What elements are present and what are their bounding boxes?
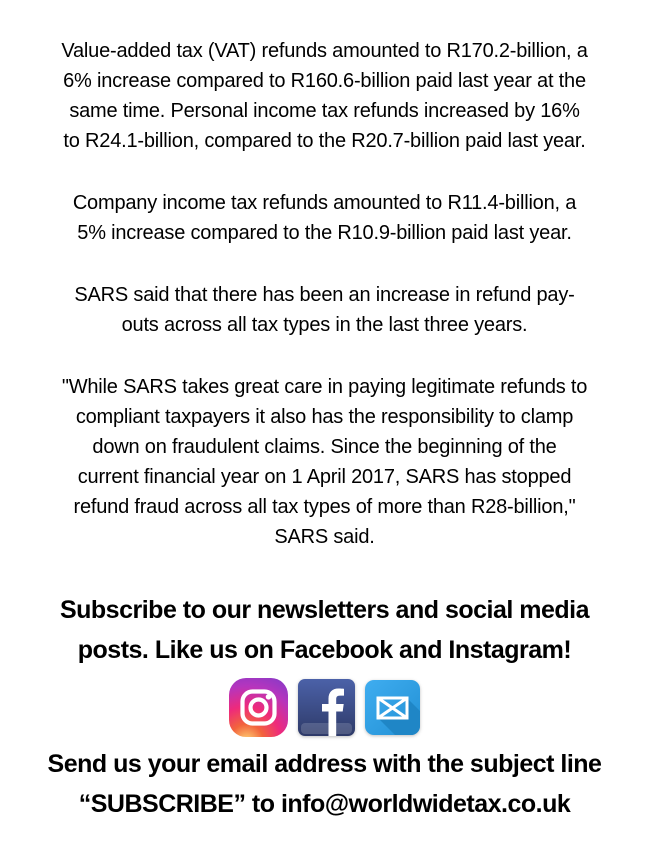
text-line: 5% increase compared to the R10.9-billion paid last year. — [77, 222, 572, 244]
paragraph-sars-payouts — [0, 280, 649, 340]
paragraph-company-tax — [0, 188, 649, 248]
instagram-icon[interactable] — [229, 678, 288, 737]
contact-text — [0, 744, 649, 824]
paragraph-vat-refunds — [0, 36, 649, 156]
text-line: SARS said that there has been an increase in refund pay- — [74, 284, 575, 306]
contact-line: “SUBSCRIBE” to info@worldwidetax.co.uk — [78, 790, 571, 818]
text-line: same time. Personal income tax refunds increased by 16% — [69, 100, 580, 122]
facebook-icon[interactable] — [298, 679, 355, 736]
subscribe-line: posts. Like us on Facebook and Instagram! — [77, 636, 572, 664]
email-icon[interactable] — [365, 680, 420, 735]
subscribe-line: Subscribe to our newsletters and social media — [59, 596, 590, 624]
social-icons-row — [0, 678, 649, 737]
text-line: compliant taxpayers it also has the responsibility to clamp — [75, 406, 574, 428]
text-line: Value-added tax (VAT) refunds amounted to R170.2-billion, a — [61, 40, 588, 62]
text-line: to R24.1-billion, compared to the R20.7-billion paid last year. — [63, 130, 586, 152]
contact-line: Send us your email address with the subject line — [47, 750, 602, 778]
text-line: Company income tax refunds amounted to R11.4-billion, a — [72, 192, 577, 214]
text-line: "While SARS takes great care in paying legitimate refunds to — [61, 376, 588, 398]
text-line: current financial year on 1 April 2017, SARS has stopped — [77, 466, 572, 488]
paragraph-sars-quote — [0, 372, 649, 552]
text-line: SARS said. — [274, 526, 375, 548]
text-line: refund fraud across all tax types of more than R28-billion," — [73, 496, 576, 518]
subscribe-heading — [0, 590, 649, 670]
text-line: 6% increase compared to R160.6-billion paid last year at the — [63, 70, 586, 92]
text-line: outs across all tax types in the last three years. — [121, 314, 528, 336]
text-line: down on fraudulent claims. Since the beginning of the — [92, 436, 557, 458]
